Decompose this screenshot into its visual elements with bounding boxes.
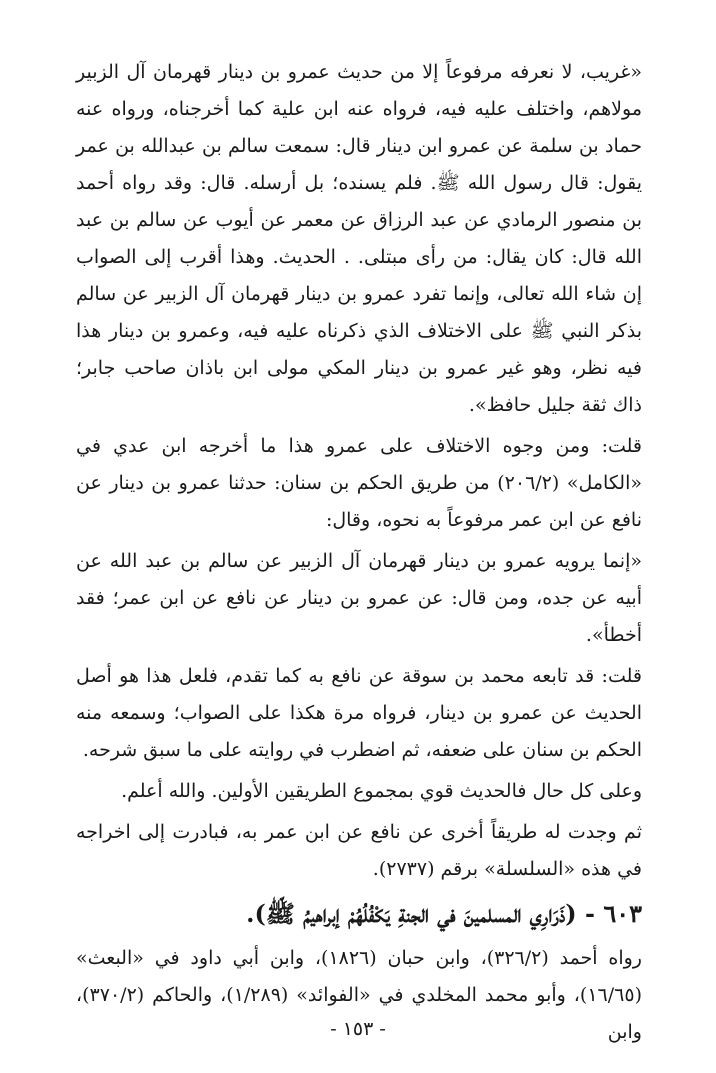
paragraph-additional-route: ثم وجدت له طريقاً أخرى عن نافع عن ابن عمر به، فبادرت إلى اخراجه في هذه «السلسلة» برقم (٢٧٣٧).	[76, 821, 642, 880]
hadith-number: ٦٠٣ -	[585, 899, 642, 928]
paragraph-takhrij: رواه أحمد (٣٢٦/٢)، وابن حبان (١٨٢٦)، وابن أبي داود في «البعث» (١٦/٦٥)، وأبو محمد المخلدي في «الفوائد» (١/٢٨٩)، والحاكم (٣٧٠/٢)، وابن	[76, 947, 642, 1043]
paragraph-conclusion: وعلى كل حال فالحديث قوي بمجموع الطريقين الأولين. والله أعلم.	[121, 780, 642, 802]
page-content	[76, 54, 642, 1051]
paragraph-quote-tirmidhi: «غريب، لا نعرفه مرفوعاً إلا من حديث عمرو بن دينار قهرمان آل الزبير مولاهم، واختلف عليه فيه، فرواه عنه ابن علية كما أخرجناه، ورواه عنه حماد بن سلمة عن عمرو ابن دينار قال: سمعت سالم بن عبدالله بن عمر يقول: قال رسول الله ﷺ. فلم يسنده؛ بل أرسله. قال: وقد رواه أحمد بن منصور الرمادي عن عبد الرزاق عن معمر عن أيوب عن سالم بن عبد الله قال: كان يقال: من رأى مبتلى. . الحديث. وهذا أقرب إلى الصواب إن شاء الله تعالى، وإنما تفرد عمرو بن دينار قهرمان آل الزبير عن سالم بذكر النبي ﷺ على الاختلاف الذي ذكرناه عليه فيه، وعمرو بن دينار هذا فيه نظر، وهو غير عمرو بن دينار المكي مولى ابن باذان صاحب جابر؛ ذاك ثقة جليل حافظ».	[76, 61, 642, 416]
page-number: - ١٥٣ -	[330, 1018, 386, 1040]
hadith-text: (ذَرَارِي المسلمينَ في الجنةِ يَكْفُلُهُمْ إبراهيمُ ﷺ).	[246, 899, 577, 928]
paragraph-quote-ibn-adi: «إنما يرويه عمرو بن دينار قهرمان آل الزبير عن سالم بن عبد الله عن أبيه عن جده، ومن قال: عن عمرو بن دينار عن نافع عن ابن عمر؛ فقد أخطأ».	[76, 550, 642, 646]
paragraph-commentary: قلت: قد تابعه محمد بن سوقة عن نافع به كما تقدم، فلعل هذا هو أصل الحديث عن عمرو بن دينار، فرواه مرة هكذا على الصواب؛ وسمعه منه الحكم بن سنان على ضعفه، ثم اضطرب في روايته على ما سبق شرحه.	[76, 665, 642, 761]
paragraph-ibn-adi: قلت: ومن وجوه الاختلاف على عمرو هذا ما أخرجه ابن عدي في «الكامل» (٢٠٦/٢) من طريق الحكم بن سنان: حدثنا عمرو بن دينار عن نافع عن ابن عمر مرفوعاً به نحوه، وقال:	[76, 435, 643, 531]
hadith-heading	[76, 894, 642, 934]
